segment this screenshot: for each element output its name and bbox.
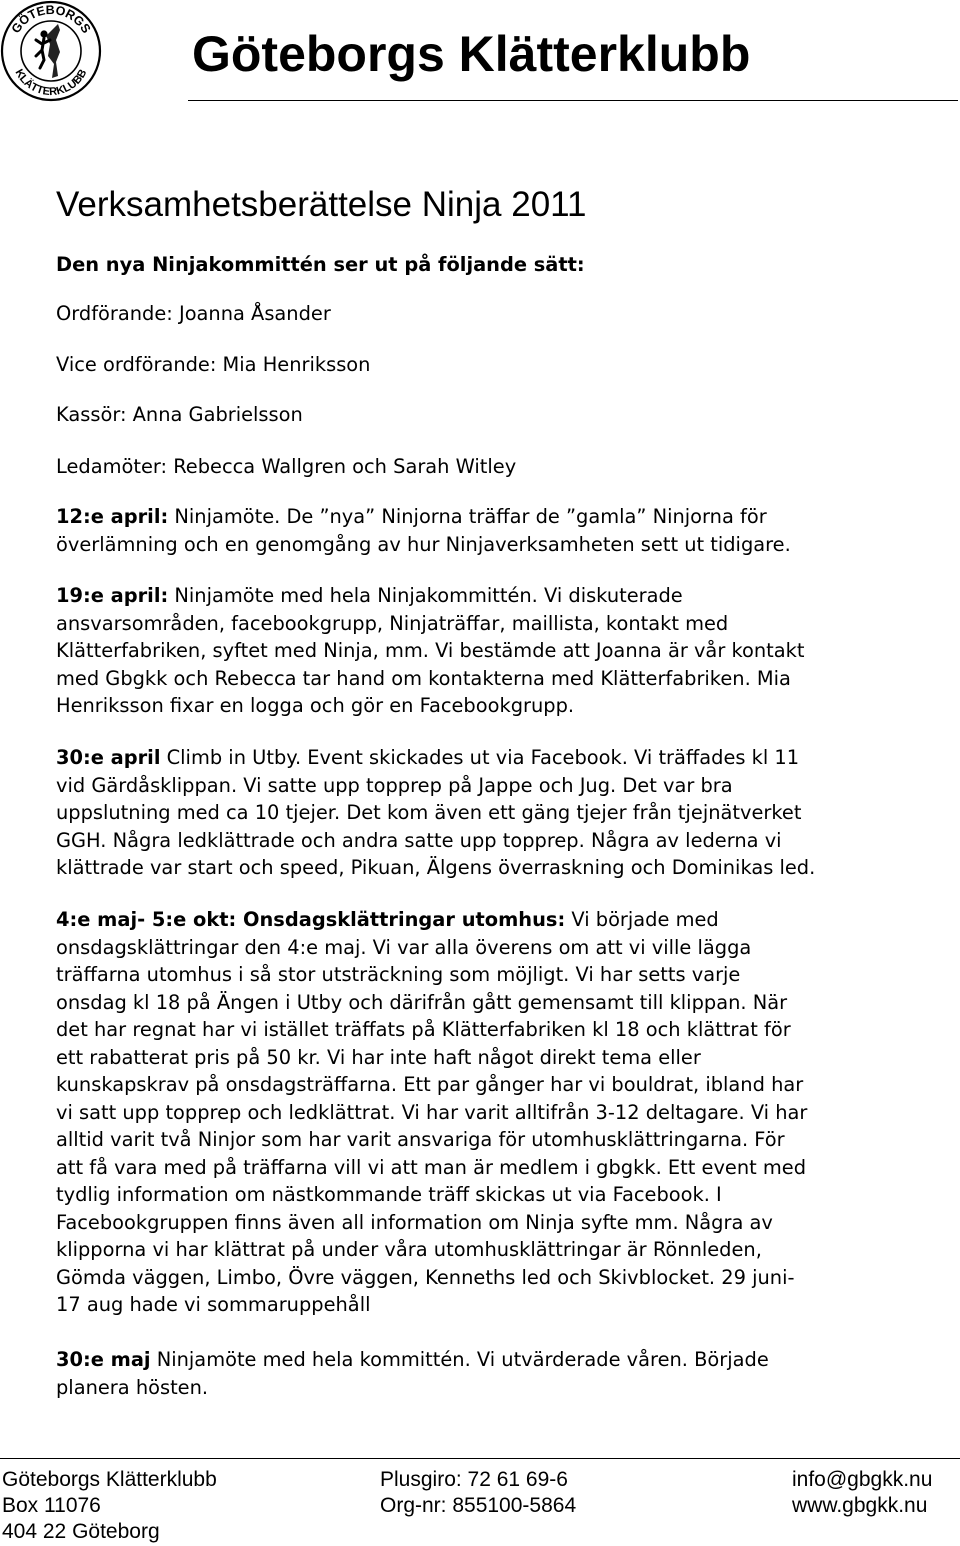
- entry-date: 30:e april: [56, 746, 161, 769]
- entry-text: ansvarsområden, facebookgrupp, Ninjaträffar, maillista, kontakt med: [56, 611, 729, 635]
- entry-text: klättrade var start och speed, Pikuan, Älgens överraskning och Dominikas led.: [56, 856, 816, 879]
- organization-title: Göteborgs Klätterklubb: [192, 26, 751, 82]
- entry-text: GGH. Några ledklättrade och andra satte upp topprep. Några av lederna vi: [56, 828, 782, 852]
- entry-text: planera hösten.: [56, 1375, 209, 1399]
- footer-city: 404 22 Göteborg: [2, 1520, 160, 1543]
- entry-text: vi satt upp topprep och ledklättrat. Vi har varit alltifrån 3-12 deltagare. Vi har: [56, 1100, 808, 1124]
- entry-text: Klätterfabriken, syftet med Ninja, mm. Vi bestämde att Joanna är vår kontakt: [56, 639, 805, 662]
- entry-date: 30:e maj: [56, 1348, 151, 1371]
- logo-top-text: GÖTEBORGS: [8, 2, 94, 36]
- entry-text: vid Gärdåsklippan. Vi satte upp topprep på Jappe och Jug. Det var bra: [56, 773, 733, 797]
- entry-date: 12:e april:: [56, 505, 169, 528]
- entry-april-30: [56, 744, 960, 882]
- entry-text: att få vara med på träffarna vill vi att man är medlem i gbgkk. Ett event med: [56, 1155, 807, 1179]
- entry-text: alltid varit två Ninjor som har varit ansvariga för utomhusklättringarna. För: [56, 1128, 785, 1151]
- committee-members: Ledamöter: Rebecca Wallgren och Sarah Witley: [56, 455, 517, 478]
- entry-april-19: [56, 582, 960, 720]
- entry-text: Ninjamöte med hela kommittén. Vi utvärderade våren. Började: [150, 1348, 769, 1371]
- committee-vice-chair: Vice ordförande: Mia Henriksson: [56, 353, 371, 376]
- entry-text: med Gbgkk och Rebecca tar hand om kontakterna med Klätterfabriken. Mia: [56, 666, 791, 690]
- entry-text: onsdag kl 18 på Ängen i Utby och därifrån gått gemensamt till klippan. När: [56, 990, 788, 1014]
- entry-wednesday-climbing: [56, 906, 960, 1319]
- committee-chair: Ordförande: Joanna Åsander: [56, 302, 331, 325]
- header-divider: [188, 100, 958, 101]
- entry-text: Gömda väggen, Limbo, Övre väggen, Kenneths led och Skivblocket. 29 juni-: [56, 1265, 795, 1289]
- footer-box: Box 11076: [2, 1494, 101, 1517]
- entry-text: Facebookgruppen finns även all information om Ninja syfte mm. Några av: [56, 1210, 773, 1234]
- entry-text: det har regnat har vi istället träffats på Klätterfabriken kl 18 och klättrat för: [56, 1018, 791, 1041]
- committee-treasurer: Kassör: Anna Gabrielsson: [56, 403, 303, 426]
- entry-text: träffarna utomhus i så stor utsträckning som möjligt. Vi har setts varje: [56, 963, 741, 986]
- committee-heading: Den nya Ninjakommittén ser ut på följande sätt:: [56, 253, 585, 276]
- entry-text: Henriksson fixar en logga och gör en Facebookgrupp.: [56, 694, 575, 717]
- entry-april-12: [56, 503, 960, 558]
- logo-bottom-text: KLÄTTERKLUBB: [12, 67, 90, 99]
- document-title: Verksamhetsberättelse Ninja 2011: [56, 185, 587, 224]
- entry-text: ett rabatterat pris på 50 kr. Vi har inte haft något direkt tema eller: [56, 1045, 701, 1069]
- entry-text: Ninjamöte. De ”nya” Ninjorna träffar de ”gamla” Ninjorna för: [168, 505, 767, 528]
- footer-org-name: Göteborgs Klätterklubb: [2, 1468, 217, 1491]
- entry-may-30: [56, 1346, 960, 1401]
- entry-text: Vi började med: [565, 908, 719, 931]
- entry-text: uppslutning med ca 10 tjejer. Det kom även ett gäng tjejer från tjejnätverket: [56, 801, 802, 824]
- entry-text: Ninjamöte med hela Ninjakommittén. Vi diskuterade: [168, 584, 683, 607]
- footer-email: info@gbgkk.nu: [792, 1468, 933, 1491]
- footer-divider: [0, 1458, 960, 1459]
- entry-date: 4:e maj- 5:e okt: Onsdagsklättringar utomhus:: [56, 908, 566, 931]
- footer-plusgiro: Plusgiro: 72 61 69-6: [380, 1468, 568, 1491]
- entry-text: kunskapskrav på onsdagsträffarna. Ett par gånger har vi bouldrat, ibland har: [56, 1073, 804, 1096]
- entry-text: Climb in Utby. Event skickades ut via Facebook. Vi träffades kl 11: [160, 746, 800, 769]
- entry-text: onsdagsklättringar den 4:e maj. Vi var alla överens om att vi ville lägga: [56, 935, 752, 959]
- entry-text: 17 aug hade vi sommaruppehåll: [56, 1293, 371, 1316]
- entry-text: klipporna vi har klättrat på under våra utomhusklättringar är Rönnleden,: [56, 1238, 762, 1261]
- club-logo: [0, 0, 102, 102]
- footer-org-nr: Org-nr: 855100-5864: [380, 1494, 577, 1517]
- entry-date: 19:e april:: [56, 584, 169, 607]
- entry-text: överlämning och en genomgång av hur Ninjaverksamheten sett ut tidigare.: [56, 532, 791, 556]
- entry-text: tydlig information om nästkommande träff skickas ut via Facebook. I: [56, 1183, 722, 1206]
- footer-website: www.gbgkk.nu: [792, 1494, 928, 1517]
